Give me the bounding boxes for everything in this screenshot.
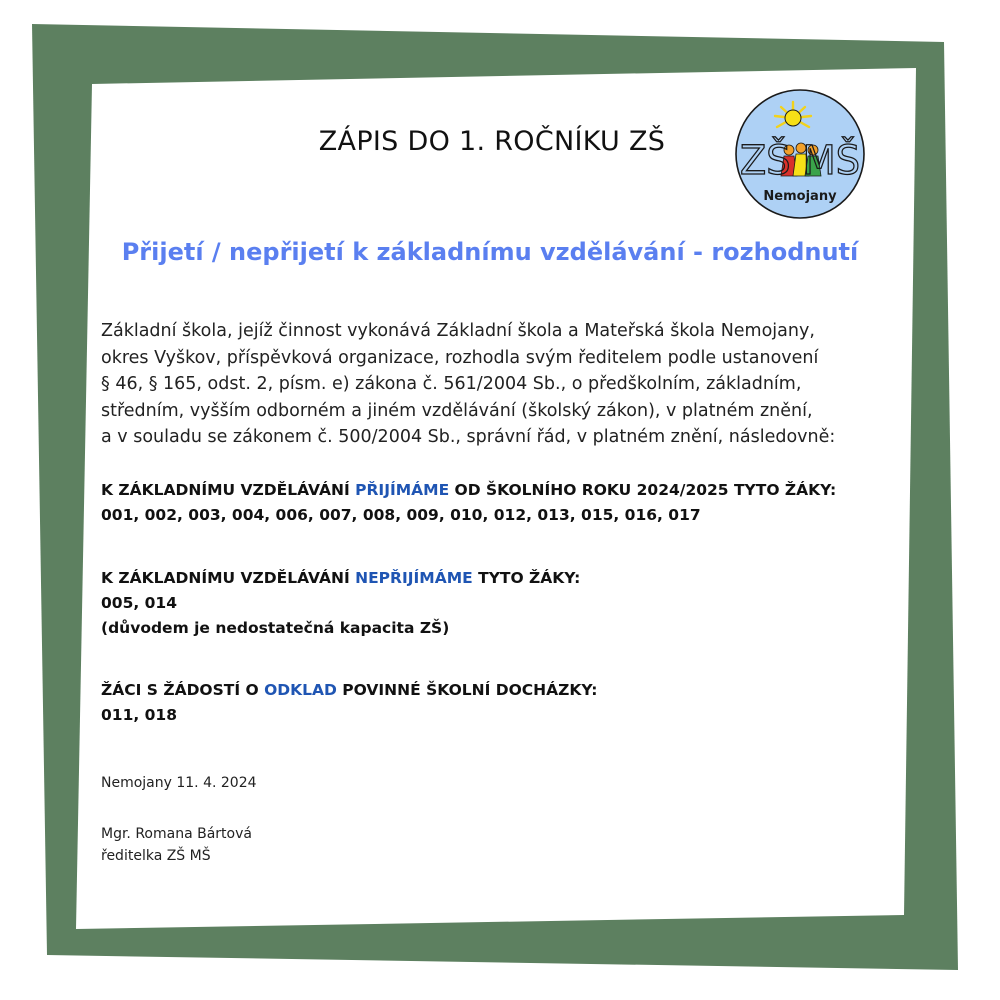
signature-block bbox=[101, 823, 501, 867]
accepted-ids: 001, 002, 003, 004, 006, 007, 008, 009, 010, 012, 013, 015, 016, 017 bbox=[101, 506, 701, 524]
signature-role: ředitelka ZŠ MŠ bbox=[101, 848, 211, 864]
deferral-heading: ŽÁCI S ŽÁDOSTÍ O ODKLAD POVINNÉ ŠKOLNÍ DOCHÁZKY: bbox=[101, 681, 598, 699]
intro-line: a v souladu se zákonem č. 500/2004 Sb., správní řád, v platném znění, následovně: bbox=[101, 427, 836, 447]
deferral-section bbox=[101, 678, 891, 728]
accepted-section bbox=[101, 478, 891, 528]
rejected-ids: 005, 014 bbox=[101, 594, 177, 612]
intro-line: středním, vyšším odborném a jiném vzdělávání (školský zákon), v platném znění, bbox=[101, 400, 813, 421]
decision-subtitle: Přijetí / nepřijetí k základnímu vzdělávání - rozhodnutí bbox=[121, 238, 859, 266]
intro-line: okres Vyškov, příspěvková organizace, rozhodla svým ředitelem podle ustanovení bbox=[101, 347, 819, 368]
rejected-highlight: NEPŘIJÍMÁME bbox=[355, 569, 473, 587]
deferral-ids: 011, 018 bbox=[101, 706, 177, 724]
intro-paragraph bbox=[101, 318, 891, 451]
accepted-highlight: PŘIJÍMÁME bbox=[355, 481, 450, 499]
logo-letters: ZŠ MŠ bbox=[740, 138, 866, 184]
accepted-heading: K ZÁKLADNÍMU VZDĚLÁVÁNÍ PŘIJÍMÁME OD ŠKOLNÍHO ROKU 2024/2025 TYTO ŽÁKY: bbox=[101, 481, 837, 499]
school-logo bbox=[733, 88, 867, 220]
rejected-section bbox=[101, 566, 891, 641]
deferral-highlight: ODKLAD bbox=[264, 681, 337, 699]
intro-line: § 46, § 165, odst. 2, písm. e) zákona č. 561/2004 Sb., o předškolním, základním, bbox=[101, 374, 802, 394]
rejected-heading: K ZÁKLADNÍMU VZDĚLÁVÁNÍ NEPŘIJÍMÁME TYTO ŽÁKY: bbox=[101, 569, 581, 587]
page-title: ZÁPIS DO 1. ROČNÍKU ZŠ bbox=[318, 126, 666, 157]
intro-line: Základní škola, jejíž činnost vykonává Základní škola a Mateřská škola Nemojany, bbox=[101, 321, 815, 341]
signature-name: Mgr. Romana Bártová bbox=[101, 826, 252, 842]
logo-name: Nemojany bbox=[763, 189, 837, 204]
rejected-reason: (důvodem je nedostatečná kapacita ZŠ) bbox=[101, 619, 450, 637]
date-line: Nemojany 11. 4. 2024 bbox=[101, 775, 257, 791]
